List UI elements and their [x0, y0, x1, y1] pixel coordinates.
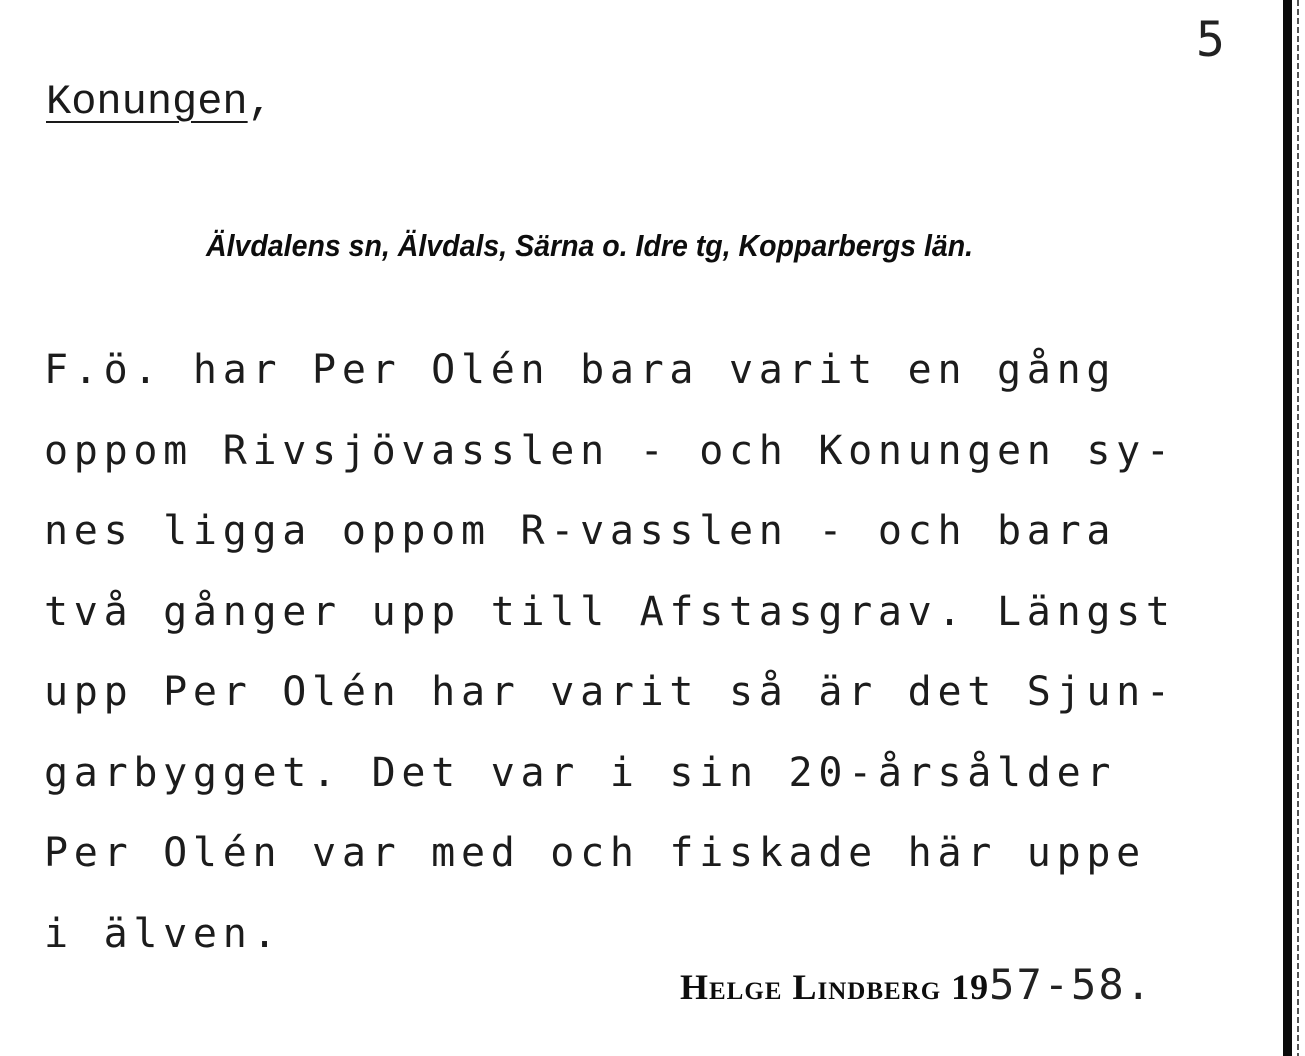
body-line: garbygget. Det var i sin 20-årsålder	[44, 749, 1117, 796]
body-line: två gånger upp till Afstasgrav. Längst	[44, 588, 1176, 635]
body-line: oppom Rivsjövasslen - och Konungen sy-	[44, 427, 1176, 474]
collection-year: 57-58.	[989, 960, 1153, 1009]
body-line: upp Per Olén har varit så är det Sjun-	[44, 669, 1176, 715]
card-heading	[46, 78, 273, 126]
page-number: 5	[1196, 12, 1225, 68]
heading-word: Konungen	[46, 78, 248, 126]
body-line: nes ligga oppom R-vasslen - och bara	[44, 508, 1117, 554]
body-text	[44, 330, 1176, 974]
body-line: Per Olén var med och fiskade här uppe	[44, 830, 1146, 876]
location-line: Älvdalens sn, Älvdals, Särna o. Idre tg, Kopparbergs län.	[206, 228, 974, 263]
collector-signature	[680, 960, 1153, 1009]
card-edge-border	[1283, 0, 1292, 1056]
card-edge-stripe	[1297, 0, 1299, 1056]
heading-punctuation: ,	[247, 78, 273, 126]
body-line: i älven.	[44, 910, 283, 957]
body-line: F.ö. har Per Olén bara varit en gång	[44, 347, 1117, 393]
collector-name: Helge Lindberg 19	[680, 967, 990, 1007]
